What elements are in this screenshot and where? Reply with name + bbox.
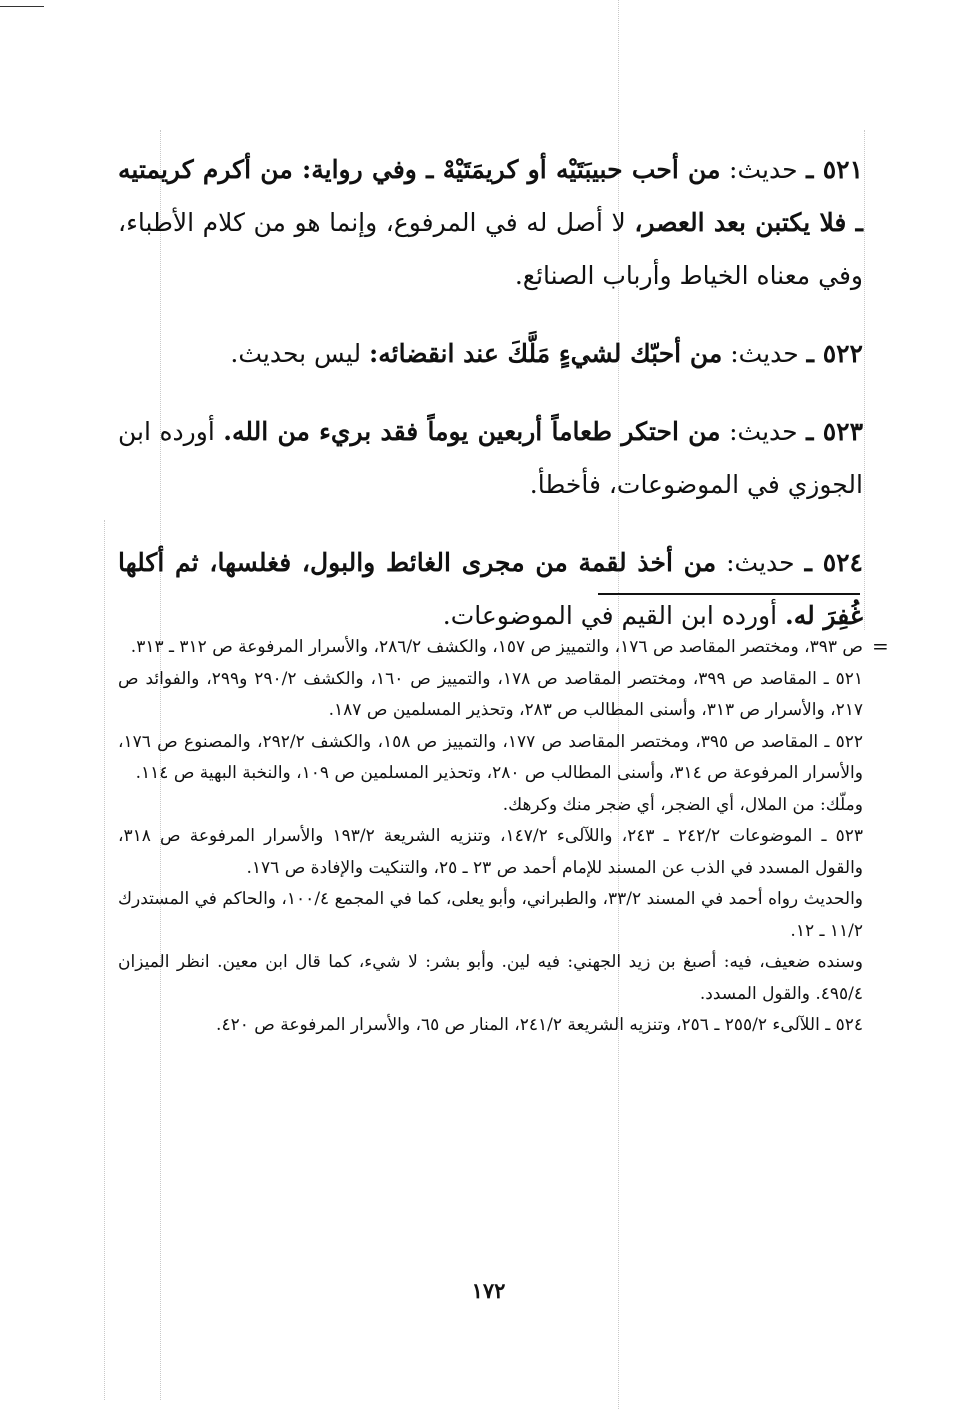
footnote-line: وملّك: من الملال، أي الضجر، أي ضجر منك وكرهك. [502, 794, 863, 815]
footnote-523 [118, 821, 863, 1010]
entry-comment: أورده ابن القيم في الموضوعات. [442, 601, 778, 630]
entry-label: حديث: [730, 339, 799, 368]
entry-number: ٥٢٤ ـ [804, 548, 863, 577]
entry-comment: ليس بحديث. [230, 339, 362, 368]
hadith-text: من احتكر طعاماً أربعين يوماً فقد بريء من الله. [223, 417, 721, 446]
entry-label: حديث: [726, 548, 795, 577]
footnotes [118, 632, 863, 1042]
scan-guide-line-left [104, 520, 105, 1400]
hadith-entry-522 [118, 327, 863, 380]
continuation-mark: = [872, 634, 889, 658]
footnote-521 [118, 664, 863, 727]
footnote-line: ٥٢٤ ـ اللآلىء ٢٥٥/٢ ـ ٢٥٦، وتنزيه الشريعة ٢٤١/٢، المنار ص ٦٥، والأسرار المرفوعة ص ٤٢٠. [216, 1015, 863, 1035]
footnote-line: ٥٢١ ـ المقاصد ص ٣٩٩، ومختصر المقاصد ص ١٧٨، والتمييز ص ١٦٠، والكشف ٢٩٠/٢ و٢٩٩، والفوائد ص ٢١٧، والأسرار ص ٣١٣، وأسنى المطالب ص ٢٨٣، وتحذير المسلمين ص ١٨٧. [118, 668, 863, 720]
hadith-text: من أحب حبيبَتَيْه أو كريمَتَيْهْ ـ وفي رواية: من أكرم كريمتيه ـ فلا يكتبن بعد العصر، [118, 155, 863, 237]
entry-number: ٥٢١ ـ [806, 155, 864, 184]
footnote-line: ص ٣٩٣، ومختصر المقاصد ص ١٧٦، والتمييز ص ١٥٧، والكشف ٢٨٦/٢، والأسرار المرفوعة ص ٣١٢ ـ ٣١٣. [130, 637, 863, 657]
hadith-entry-523 [118, 405, 863, 511]
footnote-separator-rule [598, 593, 860, 595]
scan-corner-mark [0, 6, 44, 7]
footnote-line: ٥٢٢ ـ المقاصد ص ٣٩٥، ومختصر المقاصد ص ١٧٧، والتمييز ص ١٥٨، والكشف ٢٩٢/٢، والمصنوع ص ١٧٦، والأسرار المرفوعة ص ٣١٤، وأسنى المطالب ص ٢٨٠، وتحذير المسلمين ص ١٠٩، والنخبة البهية ص ١١٤. [118, 731, 864, 783]
hadith-entry-524 [118, 536, 863, 642]
hadith-entry-521 [118, 143, 863, 302]
scan-guide-line-right [864, 130, 865, 630]
footnote-continued [118, 632, 863, 664]
hadith-text: من أخذ لقمة من مجرى الغائط والبول، فغلسها، ثم أكلها غُفِرَ له. [118, 548, 863, 630]
footnote-524 [118, 1010, 863, 1042]
page-number: ١٧٢ [471, 1278, 506, 1303]
entry-number: ٥٢٢ ـ [806, 339, 863, 368]
footnote-line: وسنده ضعيف، فيه: أصبغ بن زيد الجهني: فيه لين. وأبو بشر: لا شيء، كما قال ابن معين. انظر الميزان ٤٩٥/٤. والقول المسدد. [118, 952, 863, 1004]
entry-comment: لا أصل له في المرفوع، وإنما هو من كلام الأطباء، وفي معناه الخياط وأرباب الصنائع. [118, 208, 863, 290]
hadith-text: من أحبّك لشيءٍ مَلَّكَ عند انقضائه: [369, 339, 723, 368]
footnote-line: والحديث رواه أحمد في المسند ٣٣/٢، والطبراني، وأبو يعلى، كما في المجمع ١٠٠/٤، والحاكم في المستدرك ١١/٢ ـ ١٢. [118, 889, 864, 941]
main-text [118, 118, 863, 648]
footnote-522 [118, 727, 863, 822]
entry-comment: أورده ابن الجوزي في الموضوعات، فأخطأ. [118, 417, 863, 499]
entry-number: ٥٢٣ ـ [806, 417, 864, 446]
entry-label: حديث: [729, 417, 798, 446]
footnote-line: ٥٢٣ ـ الموضوعات ٢٤٢/٢ ـ ٢٤٣، واللآلىء ١٤٧/٢، وتنزيه الشريعة ١٩٣/٢ والأسرار المرفوعة ص ٣١٨، والقول المسدد في الذب عن المسند للإمام أحمد ص ٢٣ ـ ٢٥، والتنكيت والإفادة ص ١٧٦. [118, 826, 863, 878]
entry-label: حديث: [729, 155, 798, 184]
